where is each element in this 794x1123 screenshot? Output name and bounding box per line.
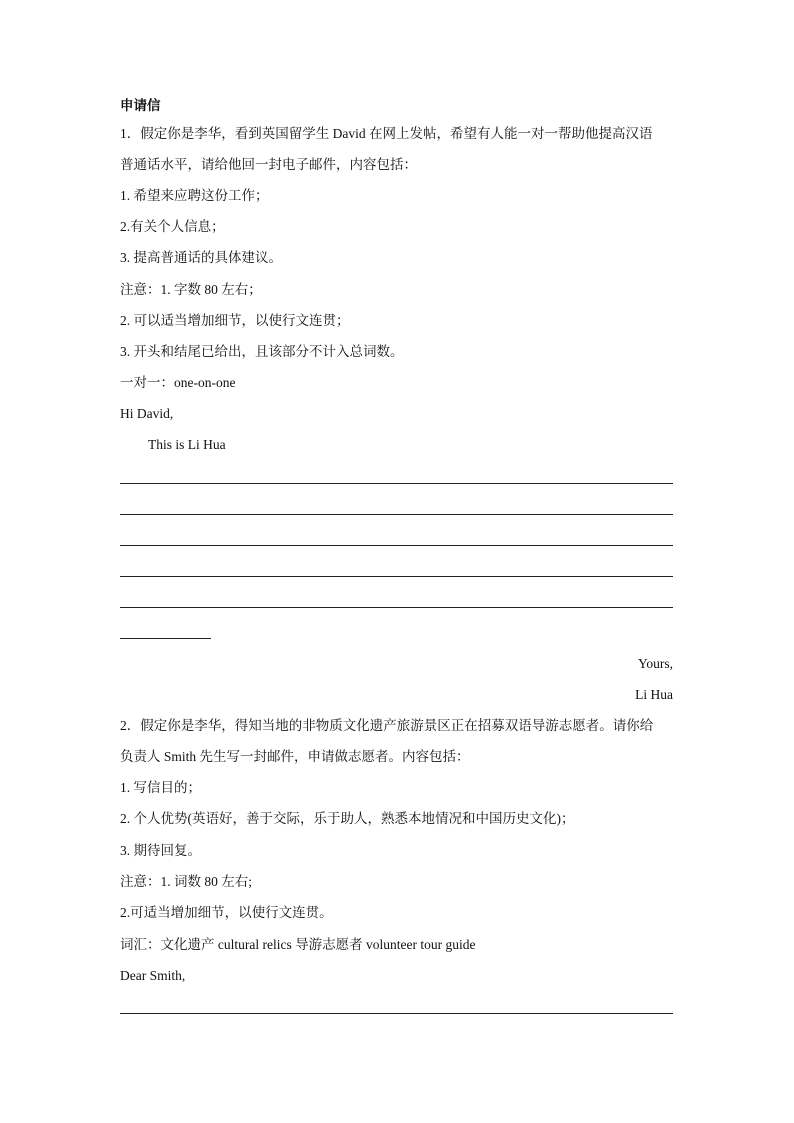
task2-prompt-line2: 负责人 Smith 先生写一封邮件，申请做志愿者。内容包括：	[120, 749, 470, 764]
task2-point: 1. 写信目的；	[120, 780, 201, 795]
task1-signature: Li Hua	[635, 687, 673, 702]
task1-note: 2. 可以适当增加细节，以使行文连贯；	[120, 313, 350, 328]
task1-vocab: 一对一：one-on-one	[120, 375, 236, 390]
task1-opening-line: This is Li Hua	[148, 437, 226, 452]
task1-prompt-line2: 普通话水平，请给他回一封电子邮件，内容包括：	[120, 157, 417, 172]
task2-note: 注意：1. 词数 80 左右;	[120, 874, 253, 889]
task1-salutation: Hi David,	[120, 406, 174, 421]
task1-point: 3. 提高普通话的具体建议。	[120, 250, 282, 265]
writing-line	[120, 545, 673, 546]
task1-note: 3. 开头和结尾已给出，且该部分不计入总词数。	[120, 344, 404, 359]
task2-vocab: 词汇：文化遗产 cultural relics 导游志愿者 volunteer tour guide	[120, 937, 476, 952]
task1-prompt-line1: 1．假定你是李华，看到英国留学生 David 在网上发帖，希望有人能一对一帮助他提高汉语	[120, 126, 653, 141]
task2-note: 2.可适当增加细节，以使行文连贯。	[120, 905, 333, 920]
task1-closing: Yours,	[637, 656, 673, 671]
writing-line	[120, 576, 673, 577]
task2-salutation: Dear Smith,	[120, 968, 186, 983]
task2-point: 3. 期待回复。	[120, 843, 201, 858]
writing-line	[120, 514, 673, 515]
writing-line	[120, 1013, 673, 1014]
writing-line	[120, 483, 673, 484]
writing-line-short	[120, 638, 211, 639]
writing-line	[120, 607, 673, 608]
document-heading: 申请信	[120, 98, 161, 113]
task2-point: 2. 个人优势(英语好，善于交际，乐于助人，熟悉本地情况和中国历史文化)；	[120, 811, 575, 826]
task2-prompt-line1: 2．假定你是李华，得知当地的非物质文化遗产旅游景区正在招募双语导游志愿者。请你给	[120, 718, 654, 733]
task1-note: 注意：1. 字数 80 左右；	[120, 282, 262, 297]
task1-point: 1. 希望来应聘这份工作；	[120, 188, 269, 203]
task1-point: 2.有关个人信息；	[120, 219, 225, 234]
